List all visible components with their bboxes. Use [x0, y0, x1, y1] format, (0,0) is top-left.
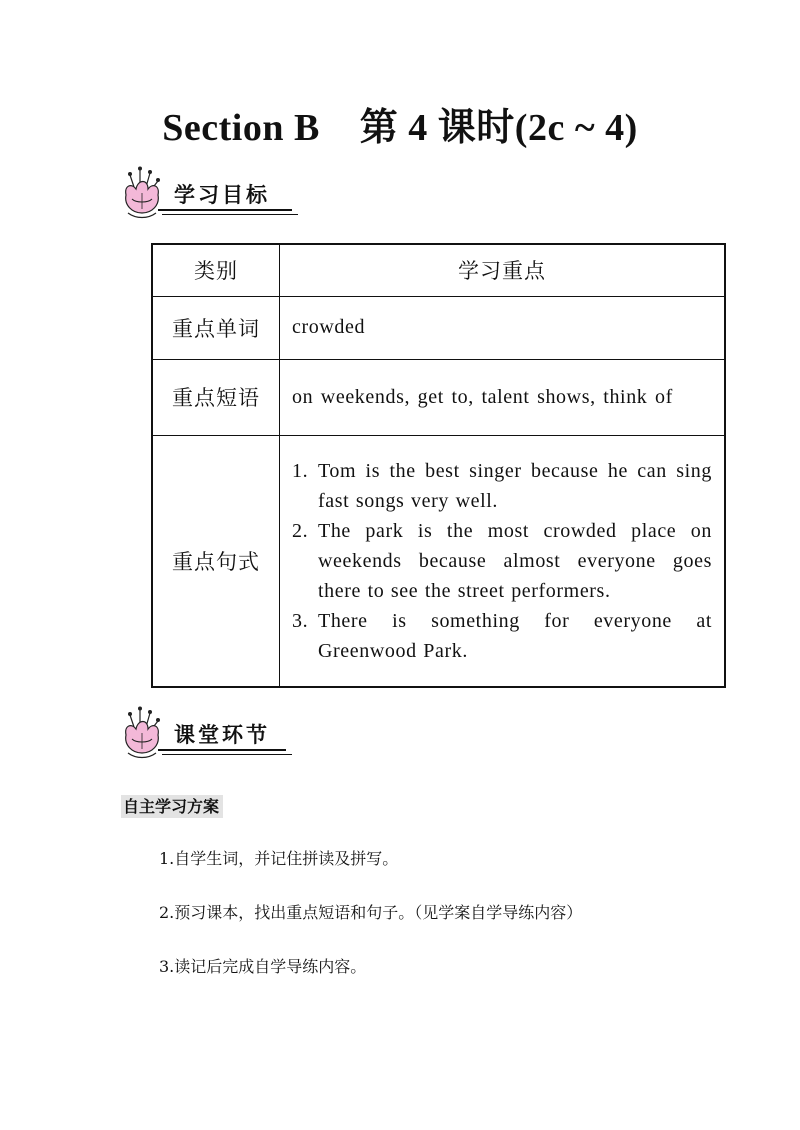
table-row — [152, 435, 725, 687]
table-header-row — [152, 244, 725, 296]
page-title: Section B 第 4 课时(2c ~ 4) — [162, 107, 638, 149]
table-row — [152, 296, 725, 359]
sentence-number: 1. — [292, 459, 309, 482]
sentence-text: There is something for everyone at Greenwood Park. — [318, 609, 712, 662]
sentence-number: 3. — [292, 609, 309, 632]
list-item — [292, 516, 712, 606]
sentence-number: 2. — [292, 519, 309, 542]
list-item: 2.预习课本，找出重点短语和句子。（见学案自学导练内容） — [159, 903, 583, 922]
list-item — [292, 456, 712, 516]
goals-banner-label: 学习目标 — [174, 183, 270, 207]
self-study-heading: 自主学习方案 — [121, 795, 223, 818]
sentence-text: Tom is the best singer because he can sing fast songs very well. — [318, 459, 712, 512]
lotus-flower-icon — [118, 165, 166, 221]
table-header-category: 类别 — [152, 244, 280, 296]
list-item: 3.读记后完成自学导练内容。 — [159, 957, 367, 976]
table-header-key-points: 学习重点 — [280, 244, 726, 296]
sentence-list — [292, 456, 712, 666]
row-content-sentences — [280, 435, 726, 687]
banner-underline — [158, 209, 292, 211]
list-item — [292, 606, 712, 666]
section-banner-goals — [118, 165, 298, 225]
row-category-sentences: 重点句式 — [152, 435, 280, 687]
classroom-banner-label: 课堂环节 — [174, 723, 270, 747]
row-content-phrases: on weekends, get to, talent shows, think of — [280, 359, 726, 435]
banner-underline-thin — [162, 754, 292, 755]
banner-underline-thin — [162, 214, 298, 215]
sentence-text: The park is the most crowded place on weekends because almost everyone goes there to see the street performers. — [318, 519, 712, 602]
row-category-phrases: 重点短语 — [152, 359, 280, 435]
list-item: 1.自学生词，并记住拼读及拼写。 — [159, 849, 399, 868]
learning-goals-table — [151, 243, 726, 688]
section-banner-classroom — [118, 705, 298, 765]
row-content-words: crowded — [280, 296, 726, 359]
banner-underline — [158, 749, 286, 751]
lotus-flower-icon — [118, 705, 166, 761]
table-row — [152, 359, 725, 435]
row-category-words: 重点单词 — [152, 296, 280, 359]
